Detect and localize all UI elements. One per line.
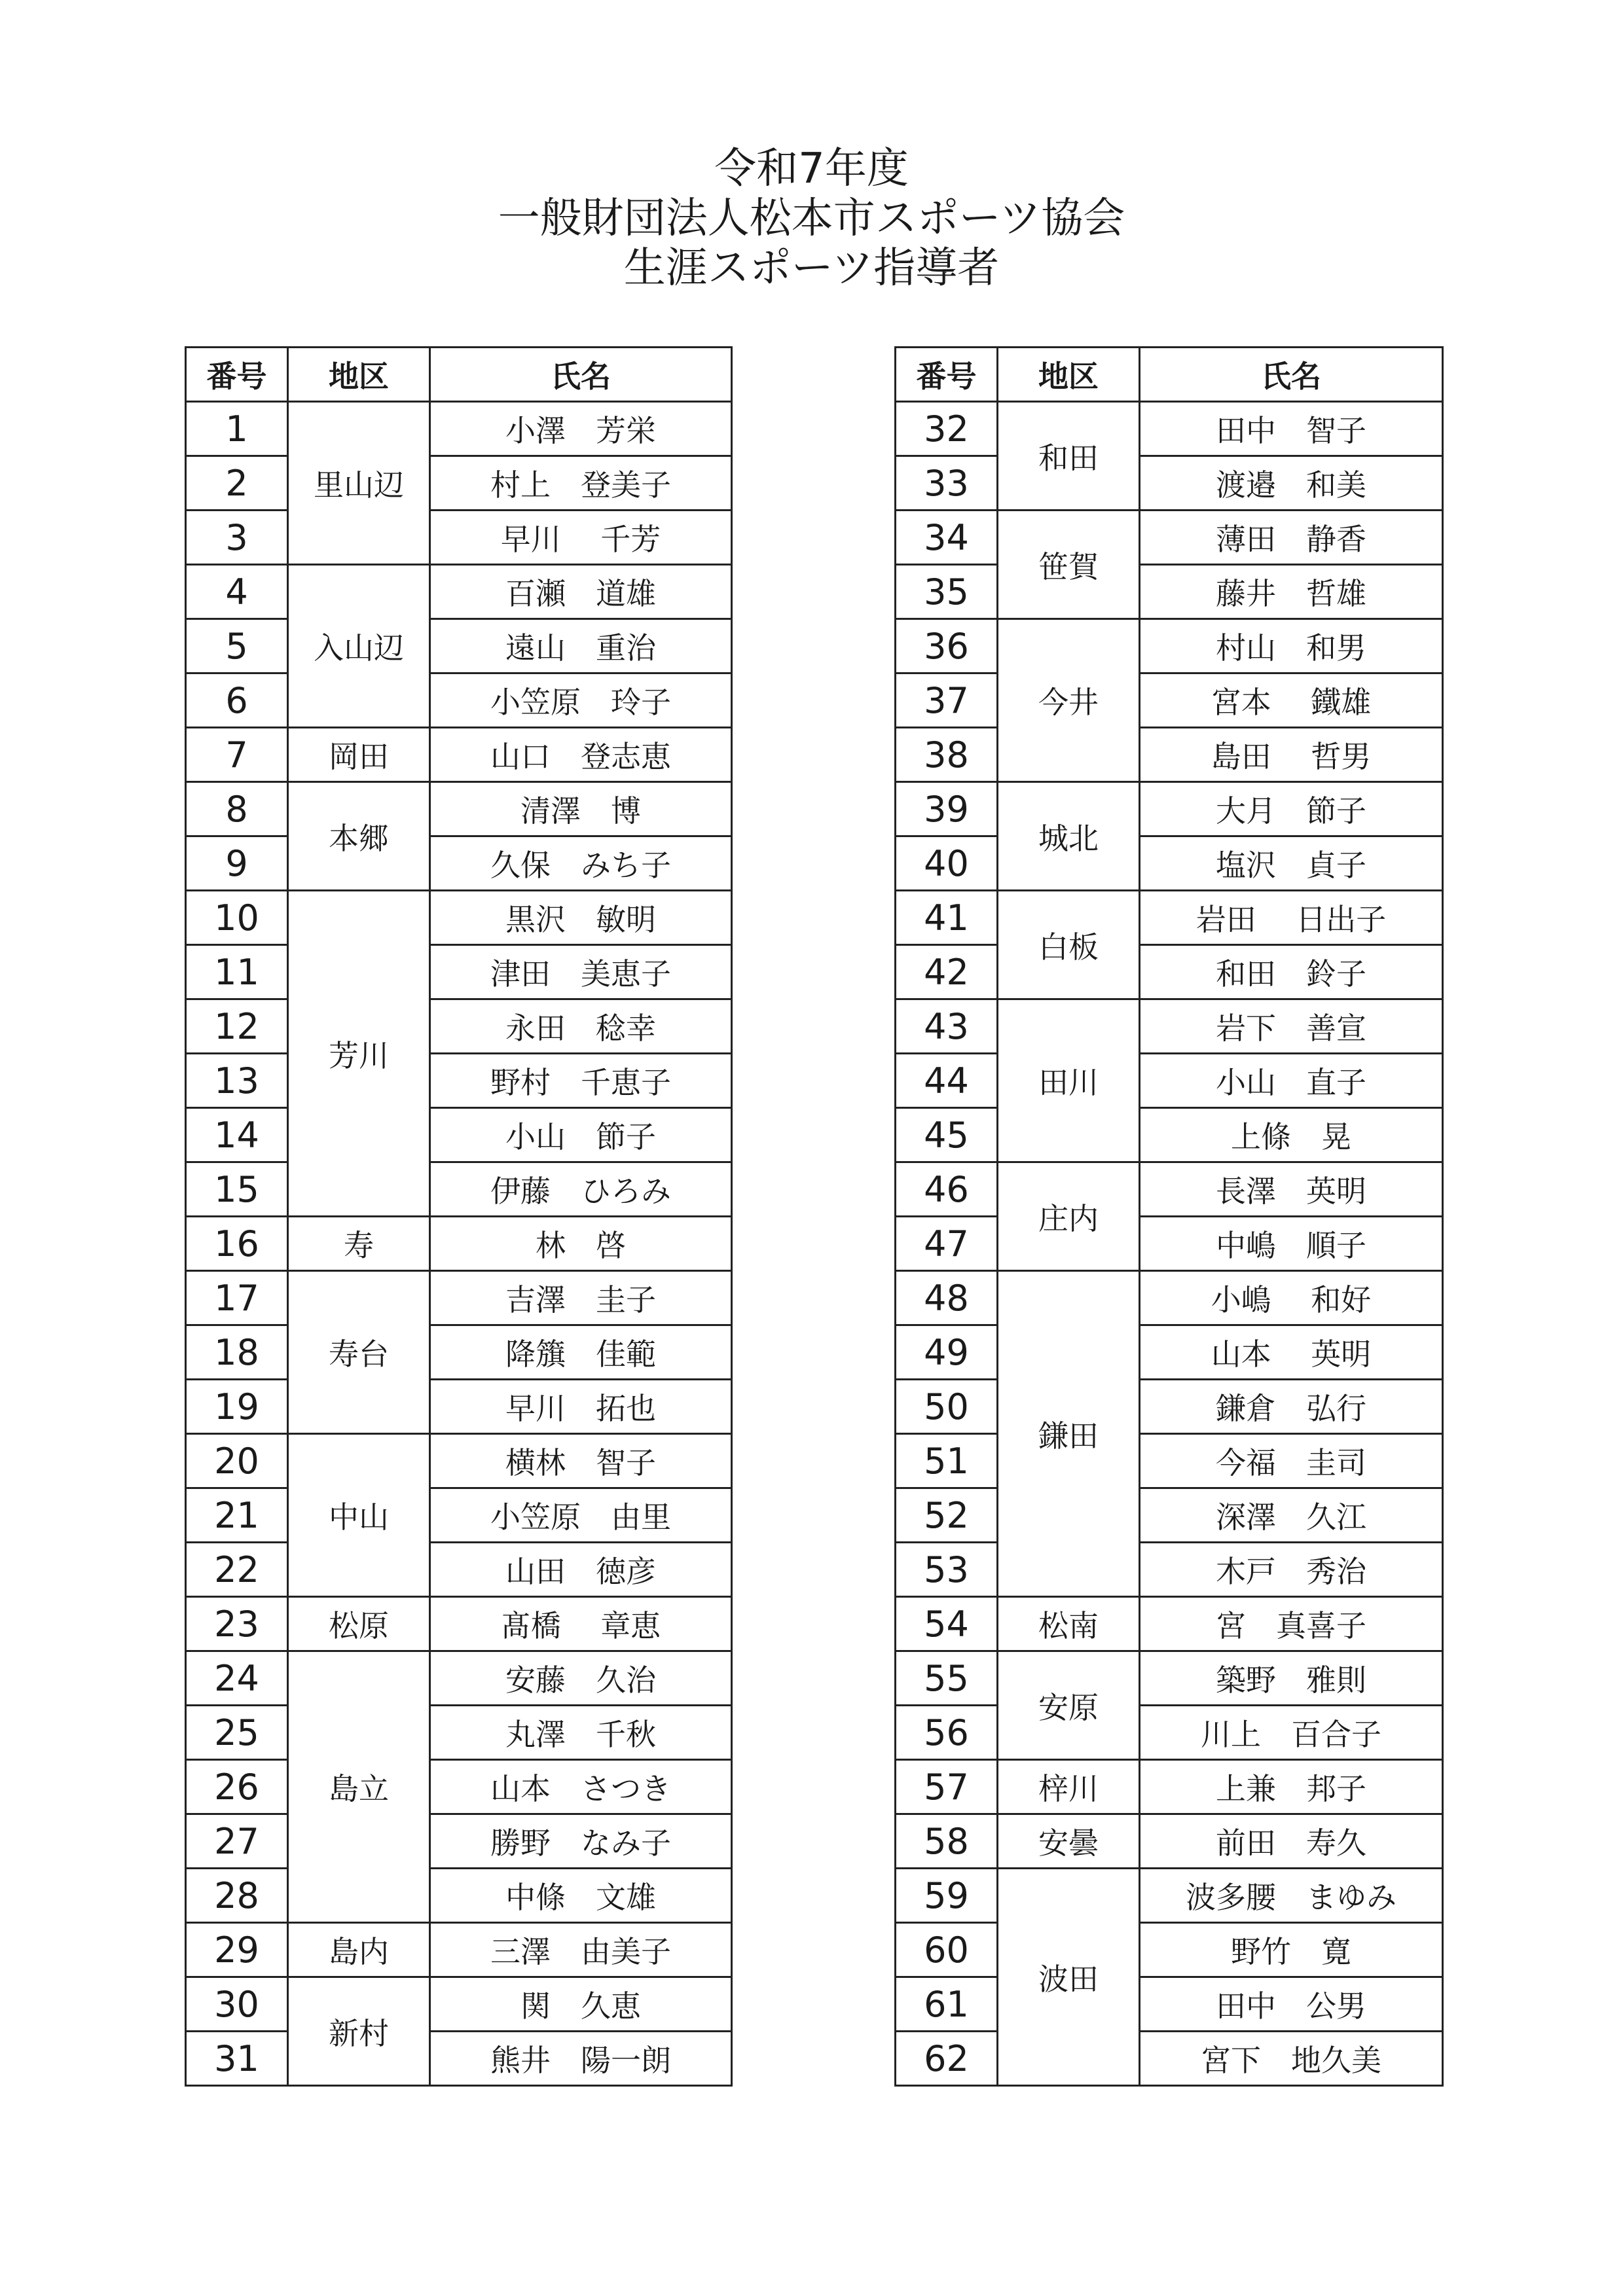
member-number: 53 (896, 1543, 998, 1597)
member-number: 57 (896, 1760, 998, 1814)
member-number: 56 (896, 1706, 998, 1760)
table-row (186, 728, 732, 782)
table-row (896, 402, 1443, 456)
member-number: 18 (186, 1325, 288, 1380)
member-name: 林 啓 (430, 1217, 732, 1271)
table-row (186, 782, 732, 836)
table-row (896, 836, 1443, 891)
district-cell: 松原 (288, 1597, 430, 1651)
table-row (186, 1814, 732, 1869)
district-cell: 笹賀 (998, 511, 1140, 619)
table-row (186, 565, 732, 619)
table-row (896, 945, 1443, 999)
member-name: 丸澤 千秋 (430, 1706, 732, 1760)
member-name: 中嶋 順子 (1140, 1217, 1443, 1271)
header-name: 氏名 (1140, 348, 1443, 402)
member-name: 山本 英明 (1140, 1325, 1443, 1380)
table-row (896, 1488, 1443, 1543)
district-cell: 岡田 (288, 728, 430, 782)
table-row (186, 402, 732, 456)
member-name: 小澤 芳栄 (430, 402, 732, 456)
member-name: 築野 雅則 (1140, 1651, 1443, 1706)
title-organization: 一般財団法人松本市スポーツ協会 (498, 194, 1125, 243)
table-row (896, 673, 1443, 728)
header-number: 番号 (896, 348, 998, 402)
member-number: 17 (186, 1271, 288, 1325)
member-number: 45 (896, 1108, 998, 1162)
member-name: 小山 節子 (430, 1108, 732, 1162)
member-name: 山本 さつき (430, 1760, 732, 1814)
member-number: 9 (186, 836, 288, 891)
member-name: 小嶋 和好 (1140, 1271, 1443, 1325)
member-name: 前田 寿久 (1140, 1814, 1443, 1869)
table-row (186, 1162, 732, 1217)
member-number: 6 (186, 673, 288, 728)
member-name: 横林 智子 (430, 1434, 732, 1488)
table-row (896, 1543, 1443, 1597)
table-row (186, 1271, 732, 1325)
district-cell: 安原 (998, 1651, 1140, 1760)
member-name: 山田 徳彦 (430, 1543, 732, 1597)
table-row (186, 2032, 732, 2086)
member-name: 野竹 寛 (1140, 1923, 1443, 1977)
member-name: 清澤 博 (430, 782, 732, 836)
district-cell: 中山 (288, 1434, 430, 1597)
member-number: 35 (896, 565, 998, 619)
member-number: 2 (186, 456, 288, 511)
table-row (186, 1217, 732, 1271)
member-number: 54 (896, 1597, 998, 1651)
table-row (186, 1380, 732, 1434)
member-number: 52 (896, 1488, 998, 1543)
table-row (896, 999, 1443, 1054)
table-row (186, 1434, 732, 1488)
member-name: 熊井 陽一朗 (430, 2032, 732, 2086)
member-number: 31 (186, 2032, 288, 2086)
member-number: 46 (896, 1162, 998, 1217)
member-name: 和田 鈴子 (1140, 945, 1443, 999)
district-cell: 安曇 (998, 1814, 1140, 1869)
district-cell: 寿 (288, 1217, 430, 1271)
member-number: 28 (186, 1869, 288, 1923)
member-number: 62 (896, 2032, 998, 2086)
table-row (186, 619, 732, 673)
table-row (896, 1380, 1443, 1434)
member-number: 24 (186, 1651, 288, 1706)
table-row (896, 1217, 1443, 1271)
member-number: 44 (896, 1054, 998, 1108)
member-name: 吉澤 圭子 (430, 1271, 732, 1325)
member-number: 42 (896, 945, 998, 999)
member-number: 36 (896, 619, 998, 673)
member-name: 波多腰 まゆみ (1140, 1869, 1443, 1923)
member-number: 11 (186, 945, 288, 999)
member-name: 宮本 鐵雄 (1140, 673, 1443, 728)
member-number: 12 (186, 999, 288, 1054)
table-row (186, 1597, 732, 1651)
member-number: 7 (186, 728, 288, 782)
table-header-row (186, 348, 732, 402)
member-name: 黒沢 敏明 (430, 891, 732, 945)
roster-table-right (894, 346, 1444, 2087)
header-district: 地区 (998, 348, 1140, 402)
table-row (896, 1651, 1443, 1706)
table-row (896, 1054, 1443, 1108)
table-row (896, 565, 1443, 619)
header-number: 番号 (186, 348, 288, 402)
member-number: 49 (896, 1325, 998, 1380)
table-row (896, 891, 1443, 945)
document-title (0, 144, 1623, 293)
table-row (896, 728, 1443, 782)
member-number: 60 (896, 1923, 998, 1977)
member-name: 津田 美恵子 (430, 945, 732, 999)
table-row (896, 1869, 1443, 1923)
member-number: 47 (896, 1217, 998, 1271)
table-row (186, 1977, 732, 2032)
member-number: 37 (896, 673, 998, 728)
district-cell: 和田 (998, 402, 1140, 511)
district-cell: 波田 (998, 1869, 1140, 2086)
table-row (896, 1706, 1443, 1760)
member-name: 岩下 善宣 (1140, 999, 1443, 1054)
member-name: 上條 晃 (1140, 1108, 1443, 1162)
district-cell: 島内 (288, 1923, 430, 1977)
member-name: 勝野 なみ子 (430, 1814, 732, 1869)
district-cell: 本郷 (288, 782, 430, 891)
header-district: 地区 (288, 348, 430, 402)
table-row (186, 1706, 732, 1760)
member-name: 田中 智子 (1140, 402, 1443, 456)
table-row (896, 1760, 1443, 1814)
member-name: 宮下 地久美 (1140, 2032, 1443, 2086)
district-cell: 新村 (288, 1977, 430, 2086)
member-number: 15 (186, 1162, 288, 1217)
district-cell: 芳川 (288, 891, 430, 1217)
member-number: 19 (186, 1380, 288, 1434)
member-number: 20 (186, 1434, 288, 1488)
member-number: 5 (186, 619, 288, 673)
member-name: 髙橋 章恵 (430, 1597, 732, 1651)
district-cell: 城北 (998, 782, 1140, 891)
member-name: 野村 千恵子 (430, 1054, 732, 1108)
member-name: 三澤 由美子 (430, 1923, 732, 1977)
member-number: 26 (186, 1760, 288, 1814)
title-subject: 生涯スポーツ指導者 (623, 244, 1000, 293)
member-number: 22 (186, 1543, 288, 1597)
table-row (896, 1597, 1443, 1651)
district-cell: 庄内 (998, 1162, 1140, 1271)
member-number: 10 (186, 891, 288, 945)
district-cell: 入山辺 (288, 565, 430, 728)
district-cell: 梓川 (998, 1760, 1140, 1814)
district-cell: 里山辺 (288, 402, 430, 565)
member-name: 藤井 哲雄 (1140, 565, 1443, 619)
member-name: 岩田 日出子 (1140, 891, 1443, 945)
table-row (186, 999, 732, 1054)
member-name: 宮 真喜子 (1140, 1597, 1443, 1651)
member-name: 早川 拓也 (430, 1380, 732, 1434)
member-name: 伊藤 ひろみ (430, 1162, 732, 1217)
member-name: 今福 圭司 (1140, 1434, 1443, 1488)
member-name: 上兼 邦子 (1140, 1760, 1443, 1814)
table-row (186, 1325, 732, 1380)
member-number: 4 (186, 565, 288, 619)
member-name: 久保 みち子 (430, 836, 732, 891)
member-name: 渡邉 和美 (1140, 456, 1443, 511)
table-row (896, 1434, 1443, 1488)
table-row (186, 1869, 732, 1923)
member-number: 39 (896, 782, 998, 836)
table-row (186, 1488, 732, 1543)
table-row (186, 836, 732, 891)
member-number: 41 (896, 891, 998, 945)
member-number: 13 (186, 1054, 288, 1108)
table-row (896, 782, 1443, 836)
table-row (186, 673, 732, 728)
member-number: 21 (186, 1488, 288, 1543)
member-name: 田中 公男 (1140, 1977, 1443, 2032)
member-name: 深澤 久江 (1140, 1488, 1443, 1543)
table-row (186, 1651, 732, 1706)
district-cell: 松南 (998, 1597, 1140, 1651)
member-name: 遠山 重治 (430, 619, 732, 673)
table-row (186, 1108, 732, 1162)
table-row (896, 511, 1443, 565)
member-number: 58 (896, 1814, 998, 1869)
district-cell: 田川 (998, 999, 1140, 1162)
table-row (896, 619, 1443, 673)
member-name: 村上 登美子 (430, 456, 732, 511)
title-fiscal-year: 令和7年度 (714, 145, 909, 193)
table-row (186, 456, 732, 511)
member-name: 島田 哲男 (1140, 728, 1443, 782)
member-number: 32 (896, 402, 998, 456)
district-cell: 鎌田 (998, 1271, 1140, 1597)
member-name: 山口 登志恵 (430, 728, 732, 782)
member-number: 25 (186, 1706, 288, 1760)
table-row (896, 2032, 1443, 2086)
member-number: 16 (186, 1217, 288, 1271)
table-row (186, 1054, 732, 1108)
member-name: 小笠原 玲子 (430, 673, 732, 728)
member-number: 61 (896, 1977, 998, 2032)
member-number: 3 (186, 511, 288, 565)
member-number: 55 (896, 1651, 998, 1706)
member-number: 14 (186, 1108, 288, 1162)
member-name: 小笠原 由里 (430, 1488, 732, 1543)
table-row (186, 1923, 732, 1977)
member-number: 48 (896, 1271, 998, 1325)
table-row (186, 1760, 732, 1814)
table-row (896, 1325, 1443, 1380)
member-name: 降籏 佳範 (430, 1325, 732, 1380)
member-number: 27 (186, 1814, 288, 1869)
member-number: 23 (186, 1597, 288, 1651)
member-name: 関 久恵 (430, 1977, 732, 2032)
member-name: 長澤 英明 (1140, 1162, 1443, 1217)
district-cell: 白板 (998, 891, 1140, 999)
member-number: 59 (896, 1869, 998, 1923)
member-name: 百瀬 道雄 (430, 565, 732, 619)
member-name: 木戸 秀治 (1140, 1543, 1443, 1597)
member-number: 40 (896, 836, 998, 891)
member-number: 1 (186, 402, 288, 456)
table-row (896, 456, 1443, 511)
table-row (186, 891, 732, 945)
member-number: 50 (896, 1380, 998, 1434)
table-row (186, 945, 732, 999)
table-header-row (896, 348, 1443, 402)
member-name: 鎌倉 弘行 (1140, 1380, 1443, 1434)
member-name: 安藤 久治 (430, 1651, 732, 1706)
member-number: 33 (896, 456, 998, 511)
table-row (896, 1108, 1443, 1162)
table-row (896, 1271, 1443, 1325)
member-name: 塩沢 貞子 (1140, 836, 1443, 891)
member-number: 51 (896, 1434, 998, 1488)
member-name: 中條 文雄 (430, 1869, 732, 1923)
member-number: 38 (896, 728, 998, 782)
member-name: 大月 節子 (1140, 782, 1443, 836)
district-cell: 島立 (288, 1651, 430, 1923)
table-row (896, 1162, 1443, 1217)
member-number: 29 (186, 1923, 288, 1977)
table-row (186, 1543, 732, 1597)
member-name: 川上 百合子 (1140, 1706, 1443, 1760)
member-number: 30 (186, 1977, 288, 2032)
header-name: 氏名 (430, 348, 732, 402)
member-name: 早川 千芳 (430, 511, 732, 565)
member-name: 小山 直子 (1140, 1054, 1443, 1108)
roster-table-left (185, 346, 733, 2087)
table-row (896, 1923, 1443, 1977)
member-number: 43 (896, 999, 998, 1054)
member-number: 8 (186, 782, 288, 836)
member-name: 薄田 静香 (1140, 511, 1443, 565)
table-row (896, 1814, 1443, 1869)
member-name: 永田 稔幸 (430, 999, 732, 1054)
table-row (896, 1977, 1443, 2032)
table-row (186, 511, 732, 565)
district-cell: 今井 (998, 619, 1140, 782)
member-number: 34 (896, 511, 998, 565)
district-cell: 寿台 (288, 1271, 430, 1434)
member-name: 村山 和男 (1140, 619, 1443, 673)
